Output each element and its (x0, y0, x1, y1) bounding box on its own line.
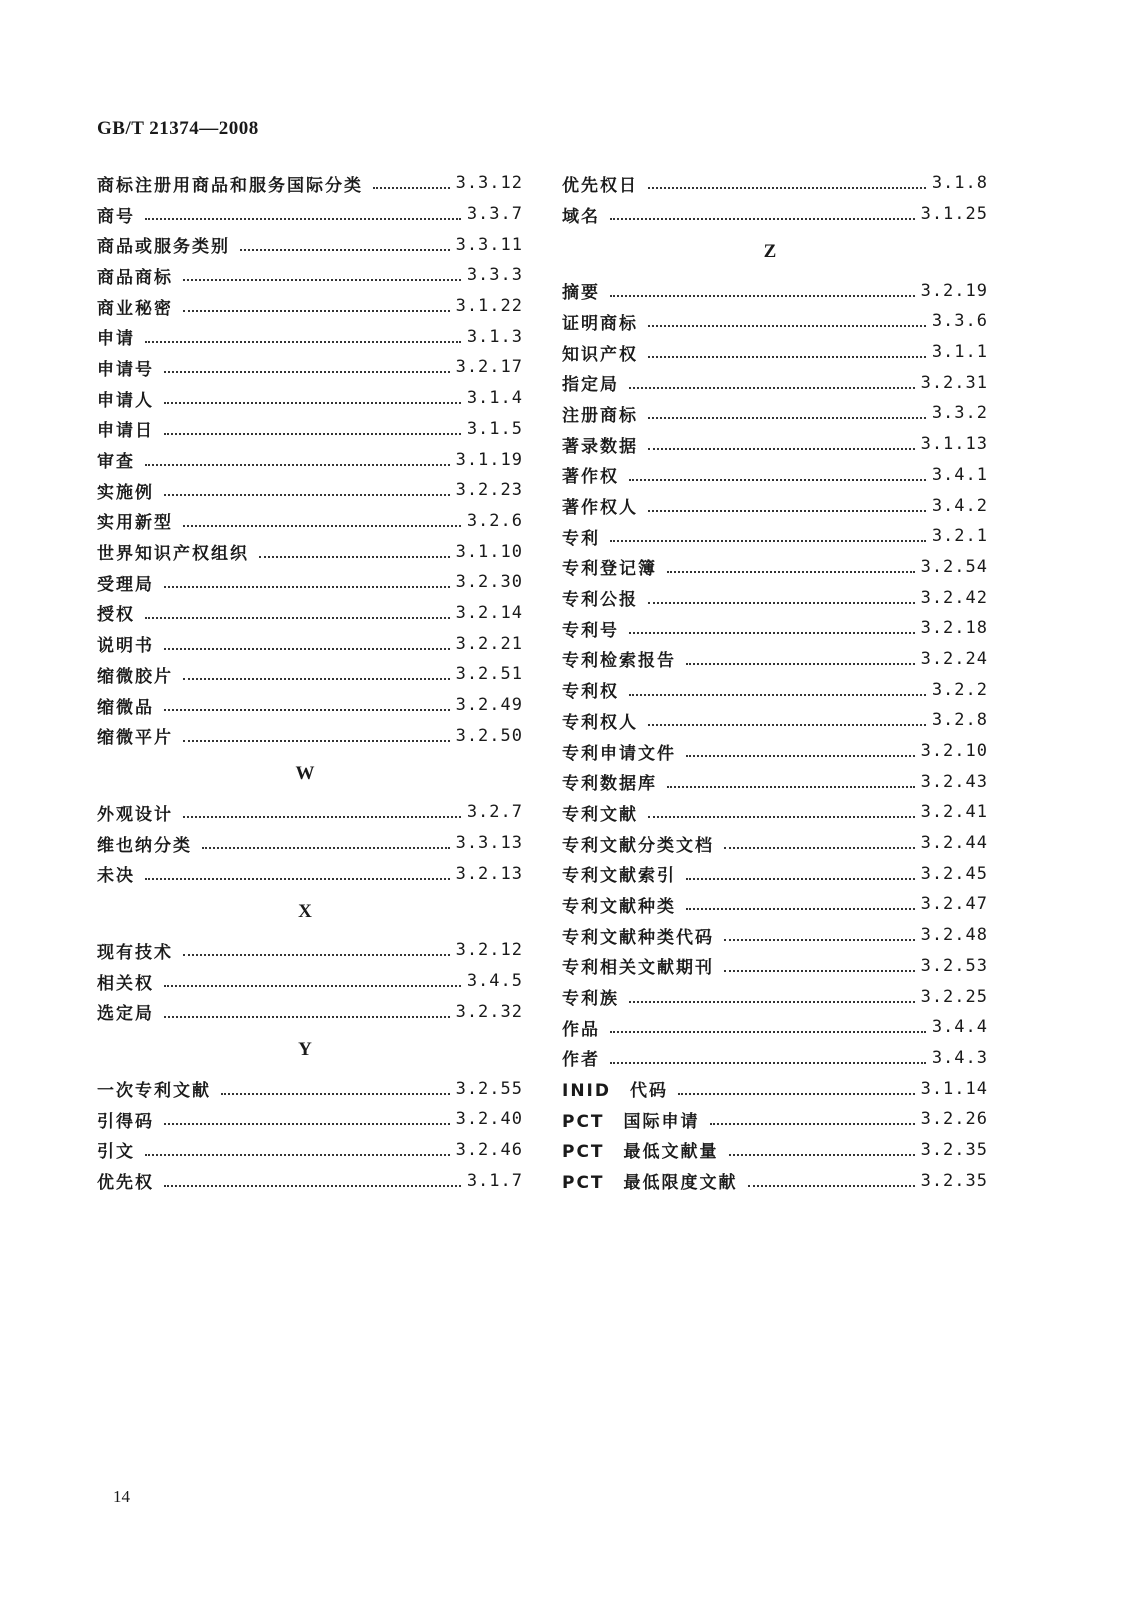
index-term: 著作权 (562, 467, 619, 488)
index-entry (97, 828, 523, 859)
dot-leader (221, 1093, 450, 1095)
dot-leader (648, 816, 915, 818)
dot-leader (610, 1031, 926, 1033)
clause-reference: 3.2.10 (920, 741, 988, 762)
dot-leader (678, 1093, 915, 1095)
index-term: 申请人 (97, 390, 154, 411)
index-entry (97, 720, 523, 751)
index-term: 世界知识产权组织 (97, 544, 249, 565)
index-term: 专利文献种类代码 (562, 927, 714, 948)
dot-leader (164, 371, 450, 373)
dot-leader (686, 908, 915, 910)
index-term: 商品商标 (97, 267, 173, 288)
index-entry (562, 582, 988, 613)
index-column-left (97, 168, 523, 1196)
clause-reference: 3.1.8 (931, 173, 988, 194)
index-entry (562, 552, 988, 583)
index-entry (562, 1165, 988, 1196)
dot-leader (373, 187, 450, 189)
clause-reference: 3.2.26 (920, 1109, 988, 1130)
index-term: 著作权人 (562, 498, 638, 519)
clause-reference: 3.2.14 (455, 602, 523, 623)
index-term: 商号 (97, 206, 135, 227)
index-entry (562, 168, 988, 199)
index-entry (562, 613, 988, 644)
section-letter-heading: Z (763, 241, 777, 263)
dot-leader (183, 954, 450, 956)
index-entry (97, 475, 523, 506)
index-entry (562, 766, 988, 797)
dot-leader (164, 1185, 461, 1187)
dot-leader (629, 387, 915, 389)
index-entry (97, 506, 523, 537)
standard-code: GB/T 21374—2008 (97, 118, 259, 139)
clause-reference: 3.4.5 (466, 971, 523, 992)
dot-leader (724, 847, 915, 849)
index-term: PCT 国际申请 (562, 1111, 700, 1132)
clause-reference: 3.2.6 (466, 510, 523, 531)
index-term: 引文 (97, 1142, 135, 1163)
index-entry (562, 306, 988, 337)
index-term: 专利检索报告 (562, 651, 676, 672)
index-entry (562, 951, 988, 982)
index-term: 实施例 (97, 482, 154, 503)
clause-reference: 3.2.18 (920, 618, 988, 639)
index-entry (562, 1043, 988, 1074)
clause-reference: 3.2.53 (920, 955, 988, 976)
index-term: 专利公报 (562, 590, 638, 611)
clause-reference: 3.3.3 (466, 265, 523, 286)
dot-leader (145, 617, 450, 619)
clause-reference: 3.1.10 (455, 541, 523, 562)
index-entry (562, 674, 988, 705)
index-entry (562, 521, 988, 552)
dot-leader (183, 279, 461, 281)
index-entry (97, 536, 523, 567)
dot-leader (145, 464, 450, 466)
dot-leader (648, 510, 926, 512)
index-entry (562, 337, 988, 368)
index-term: 作品 (562, 1019, 600, 1040)
index-entry (562, 429, 988, 460)
index-term: 优先权日 (562, 175, 638, 196)
section-letter-heading: X (298, 901, 312, 923)
index-term: 专利 (562, 528, 600, 549)
clause-reference: 3.2.32 (455, 1001, 523, 1022)
index-entry (562, 1073, 988, 1104)
index-term: 实用新型 (97, 513, 173, 534)
dot-leader (667, 786, 915, 788)
index-term: 审查 (97, 452, 135, 473)
dot-leader (164, 433, 461, 435)
clause-reference: 3.2.45 (920, 863, 988, 884)
dot-leader (686, 755, 915, 757)
clause-reference: 3.4.3 (931, 1047, 988, 1068)
index-entry (97, 321, 523, 352)
dot-leader (164, 494, 450, 496)
index-entry (562, 920, 988, 951)
clause-reference: 3.2.31 (920, 372, 988, 393)
index-term: 专利文献种类 (562, 896, 676, 917)
clause-reference: 3.1.7 (466, 1170, 523, 1191)
index-term: 指定局 (562, 375, 619, 396)
clause-reference: 3.2.21 (455, 633, 523, 654)
clause-reference: 3.2.40 (455, 1109, 523, 1130)
clause-reference: 3.1.3 (466, 326, 523, 347)
index-term: 专利数据库 (562, 774, 657, 795)
dot-leader (202, 847, 450, 849)
clause-reference: 3.2.49 (455, 695, 523, 716)
index-term: 说明书 (97, 636, 154, 657)
clause-reference: 3.1.22 (455, 296, 523, 317)
index-entry (97, 291, 523, 322)
dot-leader (629, 1001, 915, 1003)
index-entry (97, 567, 523, 598)
index-term: 专利文献 (562, 804, 638, 825)
dot-leader (667, 571, 915, 573)
clause-reference: 3.1.25 (920, 204, 988, 225)
clause-reference: 3.3.2 (931, 403, 988, 424)
dot-leader (164, 985, 461, 987)
index-term: 相关权 (97, 973, 154, 994)
index-column-right (562, 168, 988, 1196)
clause-reference: 3.2.1 (931, 526, 988, 547)
dot-leader (145, 1154, 450, 1156)
index-term: 摘要 (562, 283, 600, 304)
dot-leader (610, 218, 915, 220)
index-term: 选定局 (97, 1004, 154, 1025)
clause-reference: 3.3.6 (931, 311, 988, 332)
dot-leader (729, 1154, 915, 1156)
dot-leader (710, 1123, 915, 1125)
clause-reference: 3.1.19 (455, 449, 523, 470)
index-entry (562, 644, 988, 675)
clause-reference: 3.2.19 (920, 280, 988, 301)
index-term: 受理局 (97, 574, 154, 595)
index-entry (562, 1012, 988, 1043)
clause-reference: 3.1.4 (466, 388, 523, 409)
clause-reference: 3.2.35 (920, 1139, 988, 1160)
clause-reference: 3.2.43 (920, 771, 988, 792)
index-term: PCT 最低限度文献 (562, 1173, 738, 1194)
dot-leader (145, 878, 450, 880)
dot-leader (648, 724, 926, 726)
index-entry (97, 797, 523, 828)
clause-reference: 3.2.35 (920, 1170, 988, 1191)
dot-leader (145, 218, 461, 220)
dot-leader (629, 632, 915, 634)
index-term: 专利权人 (562, 712, 638, 733)
dot-leader (164, 1016, 450, 1018)
dot-leader (145, 341, 461, 343)
clause-reference: 3.2.8 (931, 710, 988, 731)
index-entry (97, 260, 523, 291)
index-entry (97, 628, 523, 659)
index-entry (97, 1165, 523, 1196)
clause-reference: 3.2.44 (920, 833, 988, 854)
index-term: 专利相关文献期刊 (562, 958, 714, 979)
dot-leader (724, 970, 915, 972)
clause-reference: 3.2.7 (466, 802, 523, 823)
dot-leader (610, 295, 915, 297)
index-entry (562, 1135, 988, 1166)
index-entry (562, 275, 988, 306)
dot-leader (610, 540, 926, 542)
clause-reference: 3.3.13 (455, 833, 523, 854)
index-term: 专利文献索引 (562, 866, 676, 887)
index-term: 专利登记簿 (562, 559, 657, 580)
dot-leader (648, 187, 926, 189)
index-term: 专利号 (562, 620, 619, 641)
dot-leader (648, 417, 926, 419)
index-term: 申请日 (97, 421, 154, 442)
clause-reference: 3.3.11 (455, 234, 523, 255)
section-letter-heading: Y (298, 1039, 312, 1061)
dot-leader (240, 249, 450, 251)
index-entry (562, 398, 988, 429)
index-entry (562, 705, 988, 736)
clause-reference: 3.2.23 (455, 480, 523, 501)
dot-leader (686, 878, 915, 880)
dot-leader (648, 602, 915, 604)
index-entry (562, 367, 988, 398)
index-entry (562, 828, 988, 859)
clause-reference: 3.4.2 (931, 495, 988, 516)
clause-reference: 3.1.5 (466, 418, 523, 439)
index-term: 商业秘密 (97, 298, 173, 319)
clause-reference: 3.2.2 (931, 679, 988, 700)
index-term: 申请号 (97, 359, 154, 380)
index-entry (97, 383, 523, 414)
index-term: 一次专利文献 (97, 1081, 211, 1102)
index-entry (562, 981, 988, 1012)
index-entry (97, 858, 523, 889)
page-number: 14 (113, 1487, 130, 1506)
index-term: 缩微品 (97, 697, 154, 718)
clause-reference: 3.2.25 (920, 986, 988, 1007)
dot-leader (259, 556, 450, 558)
index-term: 现有技术 (97, 942, 173, 963)
dot-leader (686, 663, 915, 665)
index-term: 域名 (562, 206, 600, 227)
index-entry (97, 659, 523, 690)
index-term: 商标注册用商品和服务国际分类 (97, 175, 363, 196)
index-entry (97, 229, 523, 260)
dot-leader (183, 678, 450, 680)
index-entry (97, 168, 523, 199)
clause-reference: 3.4.4 (931, 1017, 988, 1038)
index-entry (97, 690, 523, 721)
dot-leader (629, 694, 926, 696)
clause-reference: 3.1.1 (931, 342, 988, 363)
index-term: 专利权 (562, 682, 619, 703)
clause-reference: 3.2.55 (455, 1078, 523, 1099)
dot-leader (164, 402, 461, 404)
clause-reference: 3.2.46 (455, 1139, 523, 1160)
dot-leader (724, 939, 915, 941)
index-term: INID 代码 (562, 1081, 668, 1102)
index-term: 证明商标 (562, 313, 638, 334)
clause-reference: 3.2.47 (920, 894, 988, 915)
dot-leader (164, 586, 450, 588)
clause-reference: 3.1.13 (920, 434, 988, 455)
index-term: 引得码 (97, 1111, 154, 1132)
clause-reference: 3.2.12 (455, 940, 523, 961)
clause-reference: 3.2.30 (455, 572, 523, 593)
index-term: PCT 最低文献量 (562, 1142, 719, 1163)
clause-reference: 3.2.50 (455, 725, 523, 746)
index-term: 申请 (97, 329, 135, 350)
index-entry (97, 598, 523, 629)
clause-reference: 3.2.17 (455, 357, 523, 378)
dot-leader (183, 525, 461, 527)
index-term: 专利族 (562, 989, 619, 1010)
index-entry (97, 935, 523, 966)
index-entry (562, 199, 988, 230)
dot-leader (648, 325, 926, 327)
index-term: 著录数据 (562, 436, 638, 457)
clause-reference: 3.3.12 (455, 173, 523, 194)
clause-reference: 3.2.13 (455, 863, 523, 884)
index-term: 维也纳分类 (97, 835, 192, 856)
index-entry (97, 966, 523, 997)
clause-reference: 3.2.48 (920, 925, 988, 946)
dot-leader (183, 740, 450, 742)
index-entry (562, 490, 988, 521)
index-entry (562, 889, 988, 920)
index-term: 外观设计 (97, 804, 173, 825)
dot-leader (648, 356, 926, 358)
clause-reference: 3.2.51 (455, 664, 523, 685)
index-term: 专利文献分类文档 (562, 835, 714, 856)
index-entry (562, 736, 988, 767)
dot-leader (748, 1185, 915, 1187)
index-entry (97, 1104, 523, 1135)
index-term: 缩微胶片 (97, 666, 173, 687)
clause-reference: 3.3.7 (466, 204, 523, 225)
index-entry (562, 1104, 988, 1135)
dot-leader (610, 1062, 926, 1064)
clause-reference: 3.1.14 (920, 1078, 988, 1099)
clause-reference: 3.4.1 (931, 464, 988, 485)
section-letter-heading: W (295, 763, 315, 785)
dot-leader (629, 479, 926, 481)
index-term: 未决 (97, 866, 135, 887)
index-entry (97, 997, 523, 1028)
clause-reference: 3.2.24 (920, 648, 988, 669)
index-term: 注册商标 (562, 405, 638, 426)
index-term: 授权 (97, 605, 135, 626)
clause-reference: 3.2.41 (920, 802, 988, 823)
index-term: 商品或服务类别 (97, 237, 230, 258)
dot-leader (164, 1123, 450, 1125)
index-entry (97, 1135, 523, 1166)
index-entry (97, 1073, 523, 1104)
index-term: 专利申请文件 (562, 743, 676, 764)
index-entry (562, 858, 988, 889)
index-entry (97, 414, 523, 445)
clause-reference: 3.2.54 (920, 556, 988, 577)
dot-leader (164, 648, 450, 650)
index-entry (97, 444, 523, 475)
index-term: 作者 (562, 1050, 600, 1071)
index-term: 知识产权 (562, 344, 638, 365)
dot-leader (183, 816, 461, 818)
index-entry (562, 460, 988, 491)
dot-leader (183, 310, 450, 312)
index-term: 缩微平片 (97, 728, 173, 749)
index-term: 优先权 (97, 1173, 154, 1194)
clause-reference: 3.2.42 (920, 587, 988, 608)
dot-leader (164, 709, 450, 711)
dot-leader (648, 448, 915, 450)
index-entry (562, 797, 988, 828)
index-entry (97, 352, 523, 383)
index-entry (97, 199, 523, 230)
